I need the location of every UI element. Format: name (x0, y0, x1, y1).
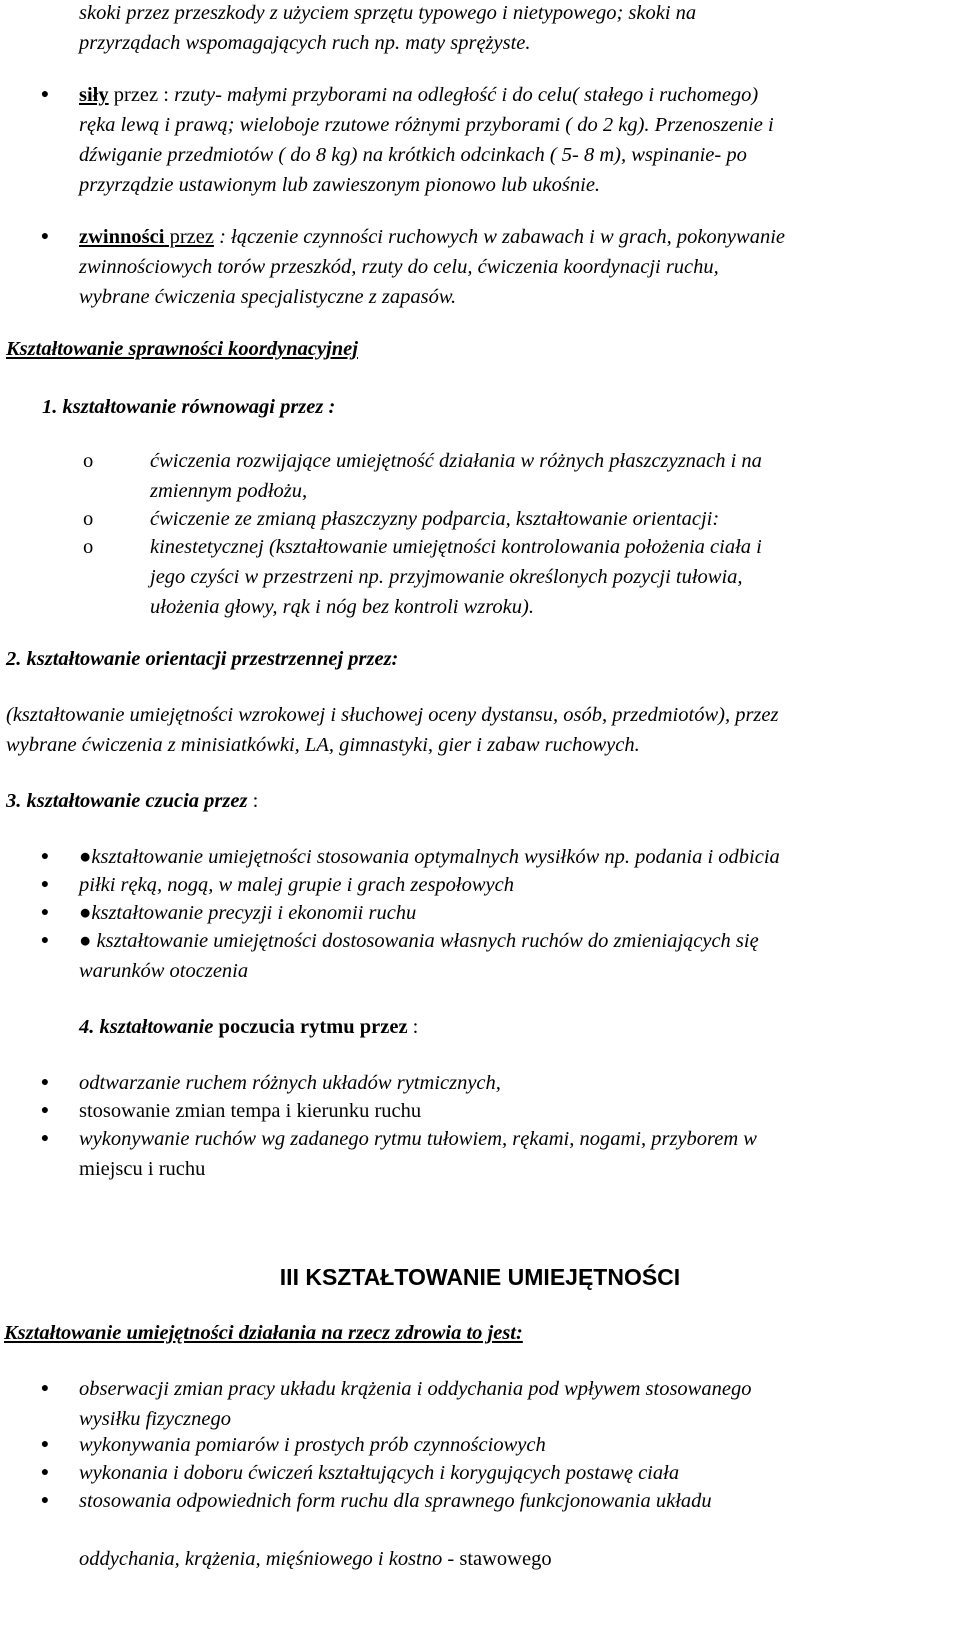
bullet-icon: ● (40, 1103, 50, 1118)
colon: : (158, 84, 175, 106)
list-item: ●kształtowanie precyzji i ekonomii ruchu (79, 902, 417, 924)
item-3-label (6, 786, 258, 816)
colon: : (247, 790, 259, 812)
bullet-icon: ● (40, 229, 50, 244)
text-line: obserwacji zmian pracy układu krążenia i oddychania pod wpływem stosowanego (79, 1378, 752, 1400)
list-item (79, 1124, 949, 1184)
text-span: : łączenie czynności ruchowych w zabawach i w grach, pokonywanie (213, 226, 785, 248)
text-span: oddychania, krążenia, mięśniowego i kostno (79, 1548, 443, 1570)
text-line: miejscu i ruchu (79, 1158, 206, 1180)
list-item: ●kształtowanie umiejętności stosowania optymalnych wysiłków np. podania i odbicia (79, 846, 780, 868)
bullet-icon: ● (40, 849, 50, 864)
term-zwinnosci: zwinności (79, 226, 165, 248)
text-line: dźwiganie przedmiotów ( do 8 kg) na krótkich odcinkach ( 5- 8 m), wspinanie- po (79, 144, 747, 166)
text-line: ćwiczenia rozwijające umiejętność działania w różnych płaszczyznach i na (150, 450, 762, 472)
text-line: warunków otoczenia (79, 960, 249, 982)
list-item: wykonywania pomiarów i prostych prób czynnościowych (79, 1434, 546, 1456)
text-line: ułożenia głowy, rąk i nóg bez kontroli wzroku). (150, 596, 534, 618)
text-line: ● kształtowanie umiejętności dostosowania własnych ruchów do zmieniających się (79, 930, 759, 952)
bullet-icon: ● (40, 87, 50, 102)
section-heading: Kształtowanie sprawności koordynacyjnej (6, 338, 358, 360)
bullet-icon: ● (40, 1493, 50, 1508)
circle-bullet-icon: o (83, 450, 94, 472)
sub-item (150, 532, 950, 622)
text-span: - stawowego (442, 1548, 552, 1570)
text-line: zmiennym podłożu, (150, 480, 308, 502)
przez-label: przez (164, 226, 214, 248)
text-line: skoki przez przeszkody z użyciem sprzętu typowego i nietypowego; skoki na (79, 2, 697, 24)
sub-item (150, 446, 950, 506)
text-line: zwinnościowych torów przeszkód, rzuty do celu, ćwiczenia koordynacji ruchu, (79, 256, 719, 278)
item-2-label: 2. kształtowanie orientacji przestrzennej przez: (6, 648, 399, 670)
text-span: rzuty- małymi przyborami na odległość i do celu( stałego i ruchomego) (174, 84, 759, 106)
bullet-icon: ● (40, 1437, 50, 1452)
colon: : (407, 1016, 419, 1038)
text-line: jego czyści w przestrzeni np. przyjmowanie określonych pozycji tułowia, (150, 566, 743, 588)
text-line: (kształtowanie umiejętności wzrokowej i słuchowej oceny dystansu, osób, przedmiotów), przez (6, 704, 779, 726)
text-line: przyrządach wspomagających ruch np. maty sprężyste. (79, 32, 531, 54)
bullet-icon: ● (40, 933, 50, 948)
bullet-icon: ● (40, 1075, 50, 1090)
bullet-icon: ● (40, 1131, 50, 1146)
text-line: wysiłku fizycznego (79, 1408, 232, 1430)
list-item (79, 926, 949, 986)
text-line: wybrane ćwiczenia z minisiatkówki, LA, gimnastyki, gier i zabaw ruchowych. (6, 734, 640, 756)
text-line: kinestetycznej (kształtowanie umiejętności kontrolowania położenia ciała i (150, 536, 762, 558)
circle-bullet-icon: o (83, 536, 94, 558)
bullet-icon: ● (40, 905, 50, 920)
label-text: 3. kształtowanie czucia przez (6, 790, 248, 812)
text-line: ręka lewą i prawą; wieloboje rzutowe różnymi przyborami ( do 2 kg). Przenoszenie i (79, 114, 774, 136)
section-heading: Kształtowanie umiejętności działania na rzecz zdrowia to jest: (4, 1322, 523, 1344)
item-4-label (79, 1012, 418, 1042)
section-title: III KSZTAŁTOWANIE UMIEJĘTNOŚCI (279, 1264, 681, 1290)
label-text: 4. kształtowanie (79, 1016, 214, 1038)
list-item-sily (79, 80, 949, 200)
continuation-text (79, 0, 949, 58)
text-line: przyrządzie ustawionym lub zawieszonym pionowo lub ukośnie. (79, 174, 601, 196)
continuation-line (79, 1544, 552, 1574)
list-item: wykonania i doboru ćwiczeń kształtujących i korygujących postawę ciała (79, 1462, 680, 1484)
list-item: stosowanie zmian tempa i kierunku ruchu (79, 1100, 422, 1122)
bullet-icon: ● (40, 1381, 50, 1396)
text-line: wybrane ćwiczenia specjalistyczne z zapasów. (79, 286, 457, 308)
list-item: stosowania odpowiednich form ruchu dla sprawnego funkcjonowania układu (79, 1490, 712, 1512)
item-1-label: 1. kształtowanie równowagi przez : (42, 396, 336, 418)
label-text: poczucia rytmu przez (213, 1016, 408, 1038)
circle-bullet-icon: o (83, 508, 94, 530)
sub-item: ćwiczenie ze zmianą płaszczyzny podparcia, kształtowanie orientacji: (150, 508, 720, 530)
bullet-icon: ● (40, 877, 50, 892)
list-item-zwinnosci (79, 222, 949, 312)
przez-label: przez (108, 84, 159, 106)
item-2-text (6, 700, 956, 760)
list-item: odtwarzanie ruchem różnych układów rytmicznych, (79, 1072, 501, 1094)
text-line (79, 80, 949, 110)
term-sily: siły (79, 84, 109, 106)
text-line (79, 222, 949, 252)
list-item: piłki ręką, nogą, w malej grupie i grach zespołowych (79, 874, 514, 896)
text-line: wykonywanie ruchów wg zadanego rytmu tułowiem, rękami, nogami, przyborem w (79, 1128, 757, 1150)
bullet-icon: ● (40, 1465, 50, 1480)
list-item (79, 1374, 949, 1434)
